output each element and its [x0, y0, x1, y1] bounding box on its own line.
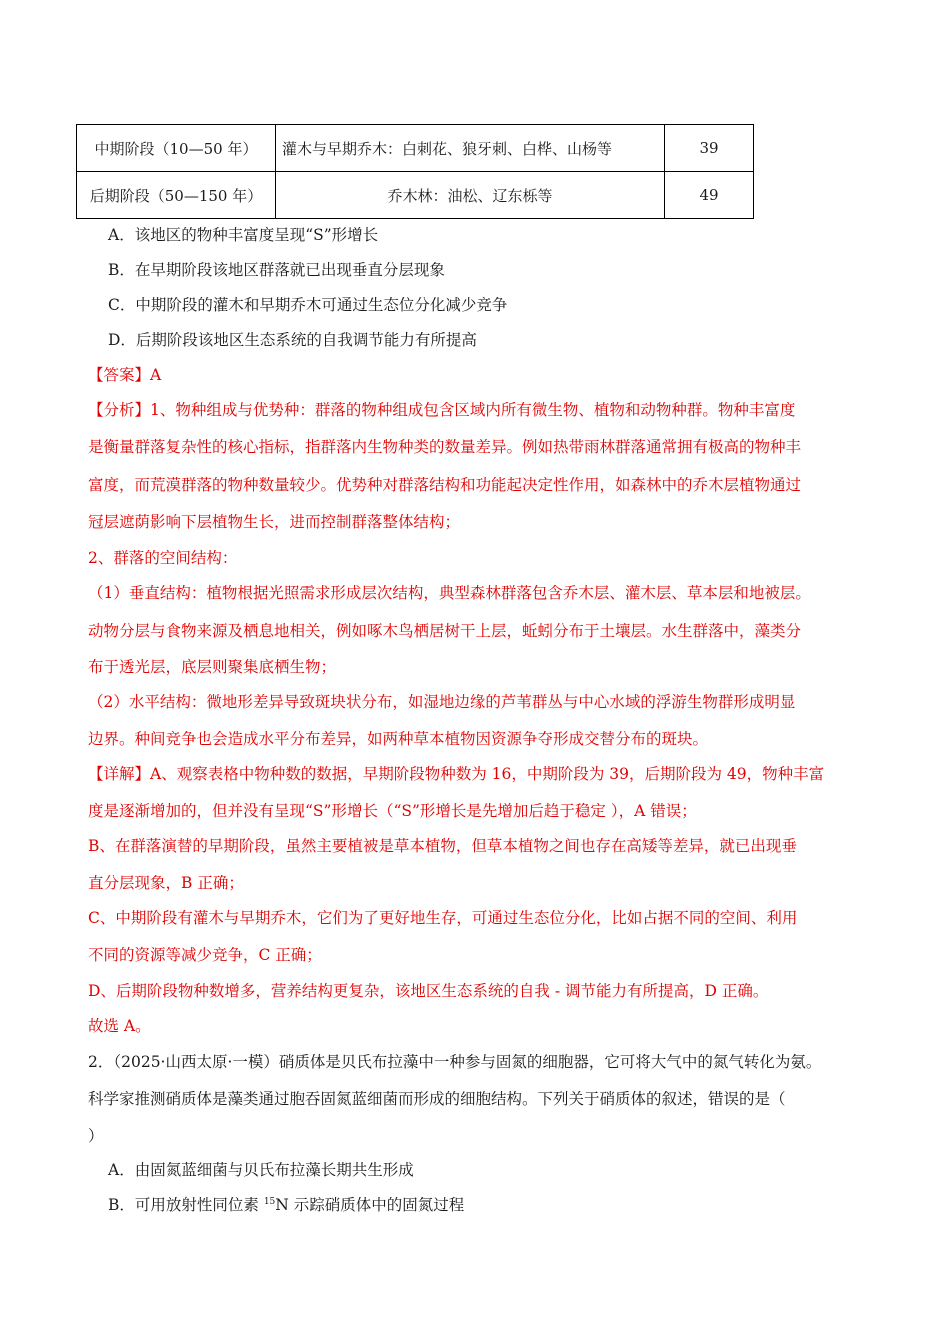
table-row — [77, 125, 754, 172]
q1-option-c: C．中期阶段的灌木和早期乔木可通过生态位分化减少竞争 — [108, 296, 508, 314]
isotope-mass-number: 15 — [263, 1197, 276, 1207]
q1-option-d: D．后期阶段该地区生态系统的自我调节能力有所提高 — [108, 331, 477, 349]
analysis-line: 动物分层与食物来源及栖息地相关，例如啄木鸟栖居树干上层，蚯蚓分布于土壤层。水生群落中，藻类分 — [88, 622, 802, 640]
q1-option-a: A．该地区的物种丰富度呈现“S”形增长 — [108, 226, 379, 244]
detail-line: D、后期阶段物种数增多，营养结构更复杂，该地区生态系统的自我 - 调节能力有所提高，D 正确。 — [88, 982, 769, 1000]
species-count-cell: 49 — [665, 172, 754, 219]
detail-line: 度是逐渐增加的，但并没有呈现“S”形增长（“S”形增长是先增加后趋于稳定 ），A 错误； — [88, 802, 697, 820]
detail-line: 不同的资源等减少竞争，C 正确； — [88, 946, 322, 964]
analysis-line: 2、群落的空间结构： — [88, 549, 238, 567]
community-cell: 乔木林：油松、辽东栎等 — [276, 172, 665, 219]
analysis-line: 布于透光层，底层则聚集底栖生物； — [88, 658, 337, 676]
species-count-cell: 39 — [665, 125, 754, 172]
analysis-line: （2）水平结构：微地形差异导致斑块状分布，如湿地边缘的芦苇群丛与中心水域的浮游生物群形成明显 — [88, 693, 796, 711]
detail-line: C、中期阶段有灌木与早期乔木，它们为了更好地生存，可通过生态位分化，比如占据不同的空间、利用 — [88, 909, 798, 927]
analysis-line: （1）垂直结构：植物根据光照需求形成层次结构，典型森林群落包含乔木层、灌木层、草本层和地被层。 — [88, 584, 811, 602]
q1-answer: 【答案】A — [88, 366, 162, 384]
detail-line: B、在群落演替的早期阶段，虽然主要植被是草本植物，但草本植物之间也存在高矮等差异，就已出现垂 — [88, 837, 797, 855]
stage-cell: 后期阶段（50—150 年） — [77, 172, 276, 219]
analysis-line: 冠层遮荫影响下层植物生长，进而控制群落整体结构； — [88, 513, 461, 531]
analysis-line: 【分析】1、物种组成与优势种：群落的物种组成包含区域内所有微生物、植物和动物种群。物种丰富度 — [88, 401, 796, 419]
q2-stem-line: 科学家推测硝质体是藻类通过胞吞固氮蓝细菌而形成的细胞结构。下列关于硝质体的叙述，错误的是（ — [88, 1090, 786, 1108]
detail-line: 直分层现象，B 正确； — [88, 874, 244, 892]
detail-line: 【详解】A、观察表格中物种数的数据，早期阶段物种数为 16，中期阶段为 39，后期阶段为 49，物种丰富 — [88, 765, 825, 783]
q2-stem-line: ） — [88, 1127, 104, 1145]
succession-table — [76, 124, 754, 219]
q1-option-b: B．在早期阶段该地区群落就已出现垂直分层现象 — [108, 261, 445, 279]
analysis-line: 是衡量群落复杂性的核心指标，指群落内生物种类的数量差异。例如热带雨林群落通常拥有极高的物种丰 — [88, 438, 802, 456]
q2-option-b-prefix: B．可用放射性同位素 — [108, 1196, 264, 1214]
stage-cell: 中期阶段（10—50 年） — [77, 125, 276, 172]
analysis-line: 富度，而荒漠群落的物种数量较少。优势种对群落结构和功能起决定性作用，如森林中的乔木层植物通过 — [88, 476, 802, 494]
q2-stem-line: 2．（2025·山西太原·一模）硝质体是贝氏布拉藻中一种参与固氮的细胞器，它可将大气中的氮气转化为氨。 — [88, 1053, 822, 1071]
q2-option-b — [108, 1195, 464, 1215]
table-row — [77, 172, 754, 219]
detail-line: 故选 A。 — [88, 1017, 151, 1035]
analysis-line: 边界。种间竞争也会造成水平分布差异，如两种草本植物因资源争夺形成交替分布的斑块。 — [88, 730, 709, 748]
q2-option-a: A．由固氮蓝细菌与贝氏布拉藻长期共生形成 — [108, 1161, 414, 1179]
community-cell: 灌木与早期乔木：白刺花、狼牙刺、白桦、山杨等 — [276, 125, 665, 172]
q2-option-b-suffix: N 示踪硝质体中的固氮过程 — [275, 1196, 465, 1214]
